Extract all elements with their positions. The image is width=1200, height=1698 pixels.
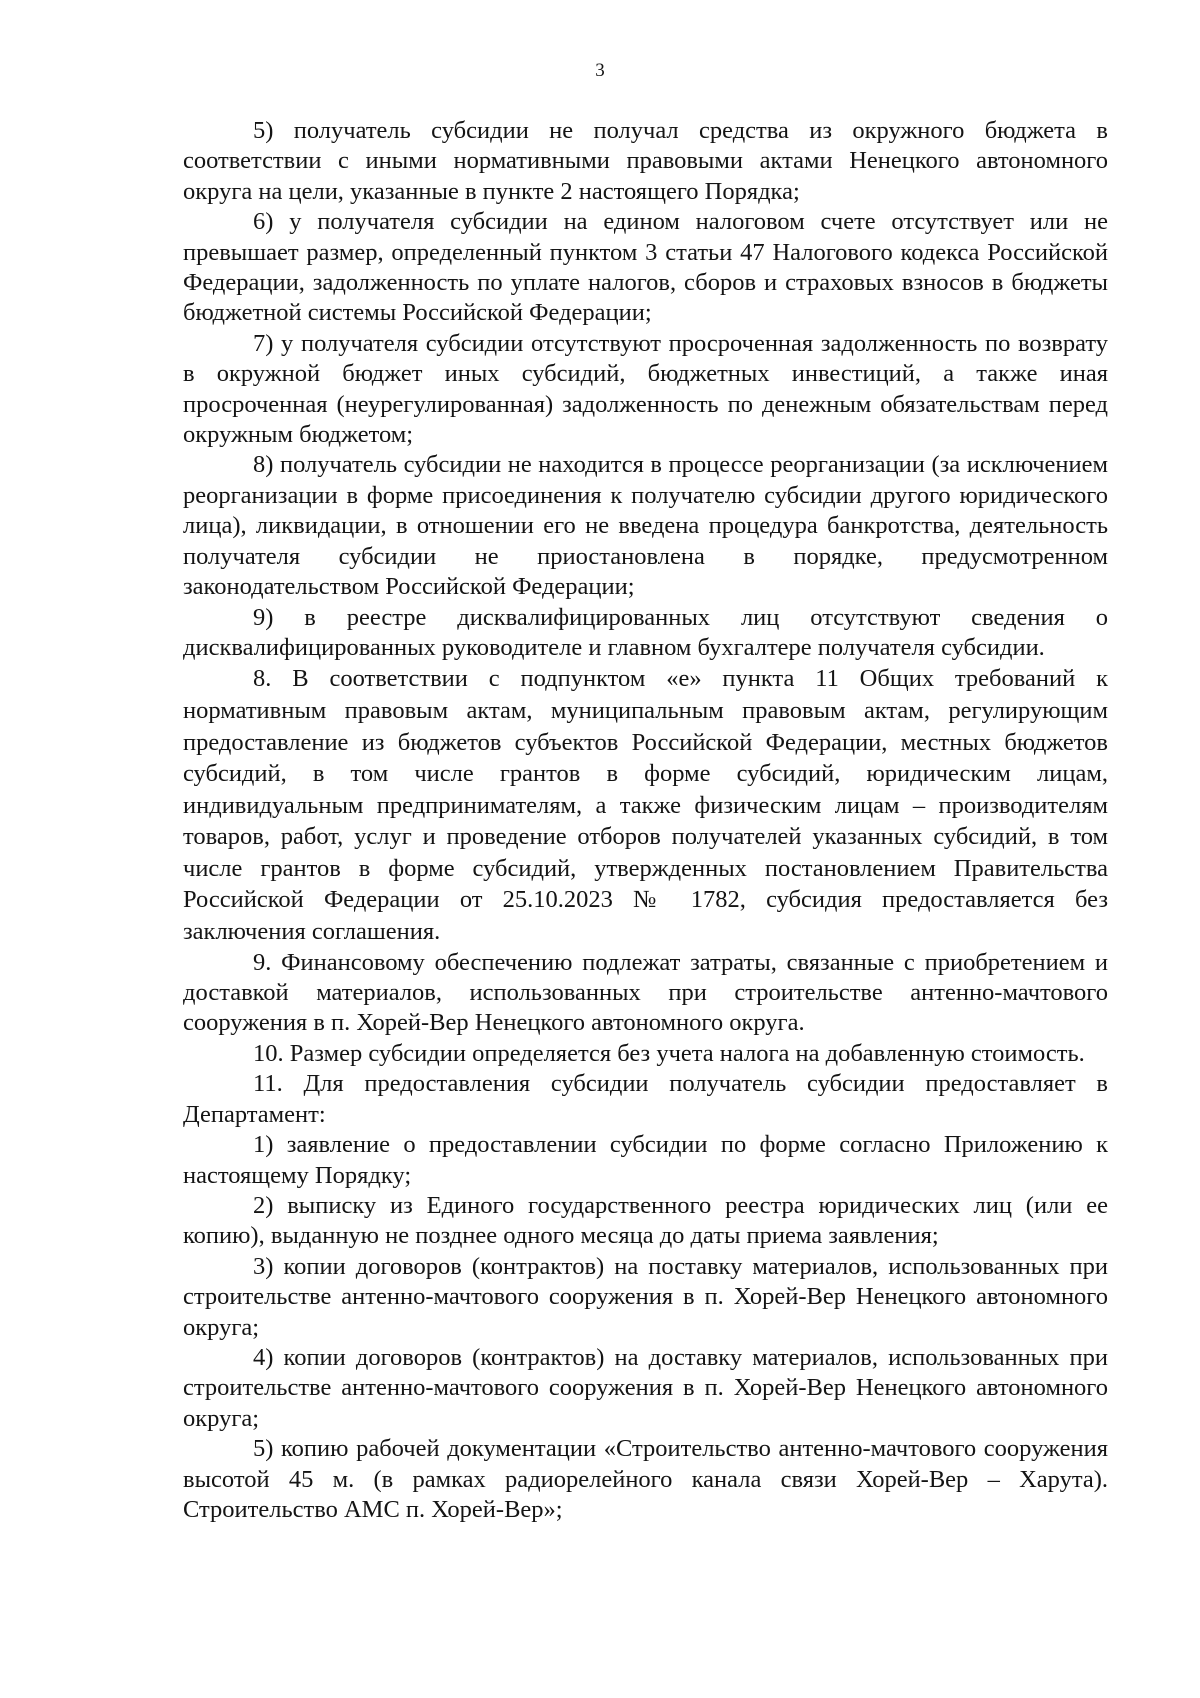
paragraph-condition-8: 8) получатель субсидии не находится в процессе реорганизации (за исключением реорганизации в форме присоединения к получателю субсидии другого юридического лица), ликвидации, в отношении его не введена процедура банкротства, деятельность получателя субсидии не приостановлена в порядке, предусмотренном законодательством Российской Федерации; bbox=[183, 451, 1108, 601]
paragraph-document-5: 5) копию рабочей документации «Строительство антенно-мачтового сооружения высотой 45 м. (в рамках радиорелейного канала связи Хорей-Вер – Харута). Строительство АМС п. Хорей-Вер»; bbox=[183, 1435, 1108, 1523]
paragraph-document-1: 1) заявление о предоставлении субсидии по форме согласно Приложению к настоящему Порядку; bbox=[183, 1131, 1108, 1189]
paragraph-document-3: 3) копии договоров (контрактов) на поставку материалов, использованных при строительстве антенно-мачтового сооружения в п. Хорей-Вер Ненецкого автономного округа; bbox=[183, 1252, 1108, 1341]
paragraph-clause-9: 9. Финансовому обеспечению подлежат затраты, связанные с приобретением и доставкой материалов, использованных при строительстве антенно-мачтового сооружения в п. Хорей-Вер Ненецкого автономного округа. bbox=[183, 948, 1108, 1037]
paragraph-clause-8: 8. В соответствии с подпунктом «е» пункта 11 Общих требований к нормативным правовым актам, муниципальным правовым актам, регулирующим предоставление из бюджетов субъектов Российской Федерации, местных бюджетов субсидий, в том числе грантов в форме субсидий, юридическим лицам, индивидуальным предпринимателям, а также физическим лицам – производителям товаров, работ, услуг и проведение отборов получателей указанных субсидий, в том числе грантов в форме субсидий, утвержденных постановлением Правительства Российской Федерации от 25.10.2023 № 1782, субсидия предоставляется без заключения соглашения. bbox=[183, 665, 1108, 946]
document-body bbox=[183, 116, 1108, 1525]
paragraph-condition-9: 9) в реестре дисквалифицированных лиц отсутствуют сведения о дисквалифицированных руководителе и главном бухгалтере получателя субсидии. bbox=[183, 603, 1108, 661]
page-number: 3 bbox=[595, 60, 605, 81]
paragraph-condition-7: 7) у получателя субсидии отсутствуют просроченная задолженность по возврату в окружной бюджет иных субсидий, бюджетных инвестиций, а также иная просроченная (неурегулированная) задолженность по денежным обязательствам перед окружным бюджетом; bbox=[183, 329, 1108, 449]
paragraph-clause-11: 11. Для предоставления субсидии получатель субсидии предоставляет в Департамент: bbox=[183, 1070, 1108, 1128]
paragraph-clause-10: 10. Размер субсидии определяется без учета налога на добавленную стоимость. bbox=[253, 1039, 1085, 1067]
paragraph-condition-5: 5) получатель субсидии не получал средства из окружного бюджета в соответствии с иными нормативными правовыми актами Ненецкого автономного округа на цели, указанные в пункте 2 настоящего Порядка; bbox=[183, 117, 1108, 205]
paragraph-document-2: 2) выписку из Единого государственного реестра юридических лиц (или ее копию), выданную не позднее одного месяца до даты приема заявления; bbox=[183, 1191, 1108, 1250]
paragraph-condition-6: 6) у получателя субсидии на едином налоговом счете отсутствует или не превышает размер, определенный пунктом 3 статьи 47 Налогового кодекса Российской Федерации, задолженность по уплате налогов, сборов и страховых взносов в бюджеты бюджетной системы Российской Федерации; bbox=[183, 208, 1108, 327]
paragraph-document-4: 4) копии договоров (контрактов) на доставку материалов, использованных при строительстве антенно-мачтового сооружения в п. Хорей-Вер Ненецкого автономного округа; bbox=[183, 1343, 1108, 1432]
